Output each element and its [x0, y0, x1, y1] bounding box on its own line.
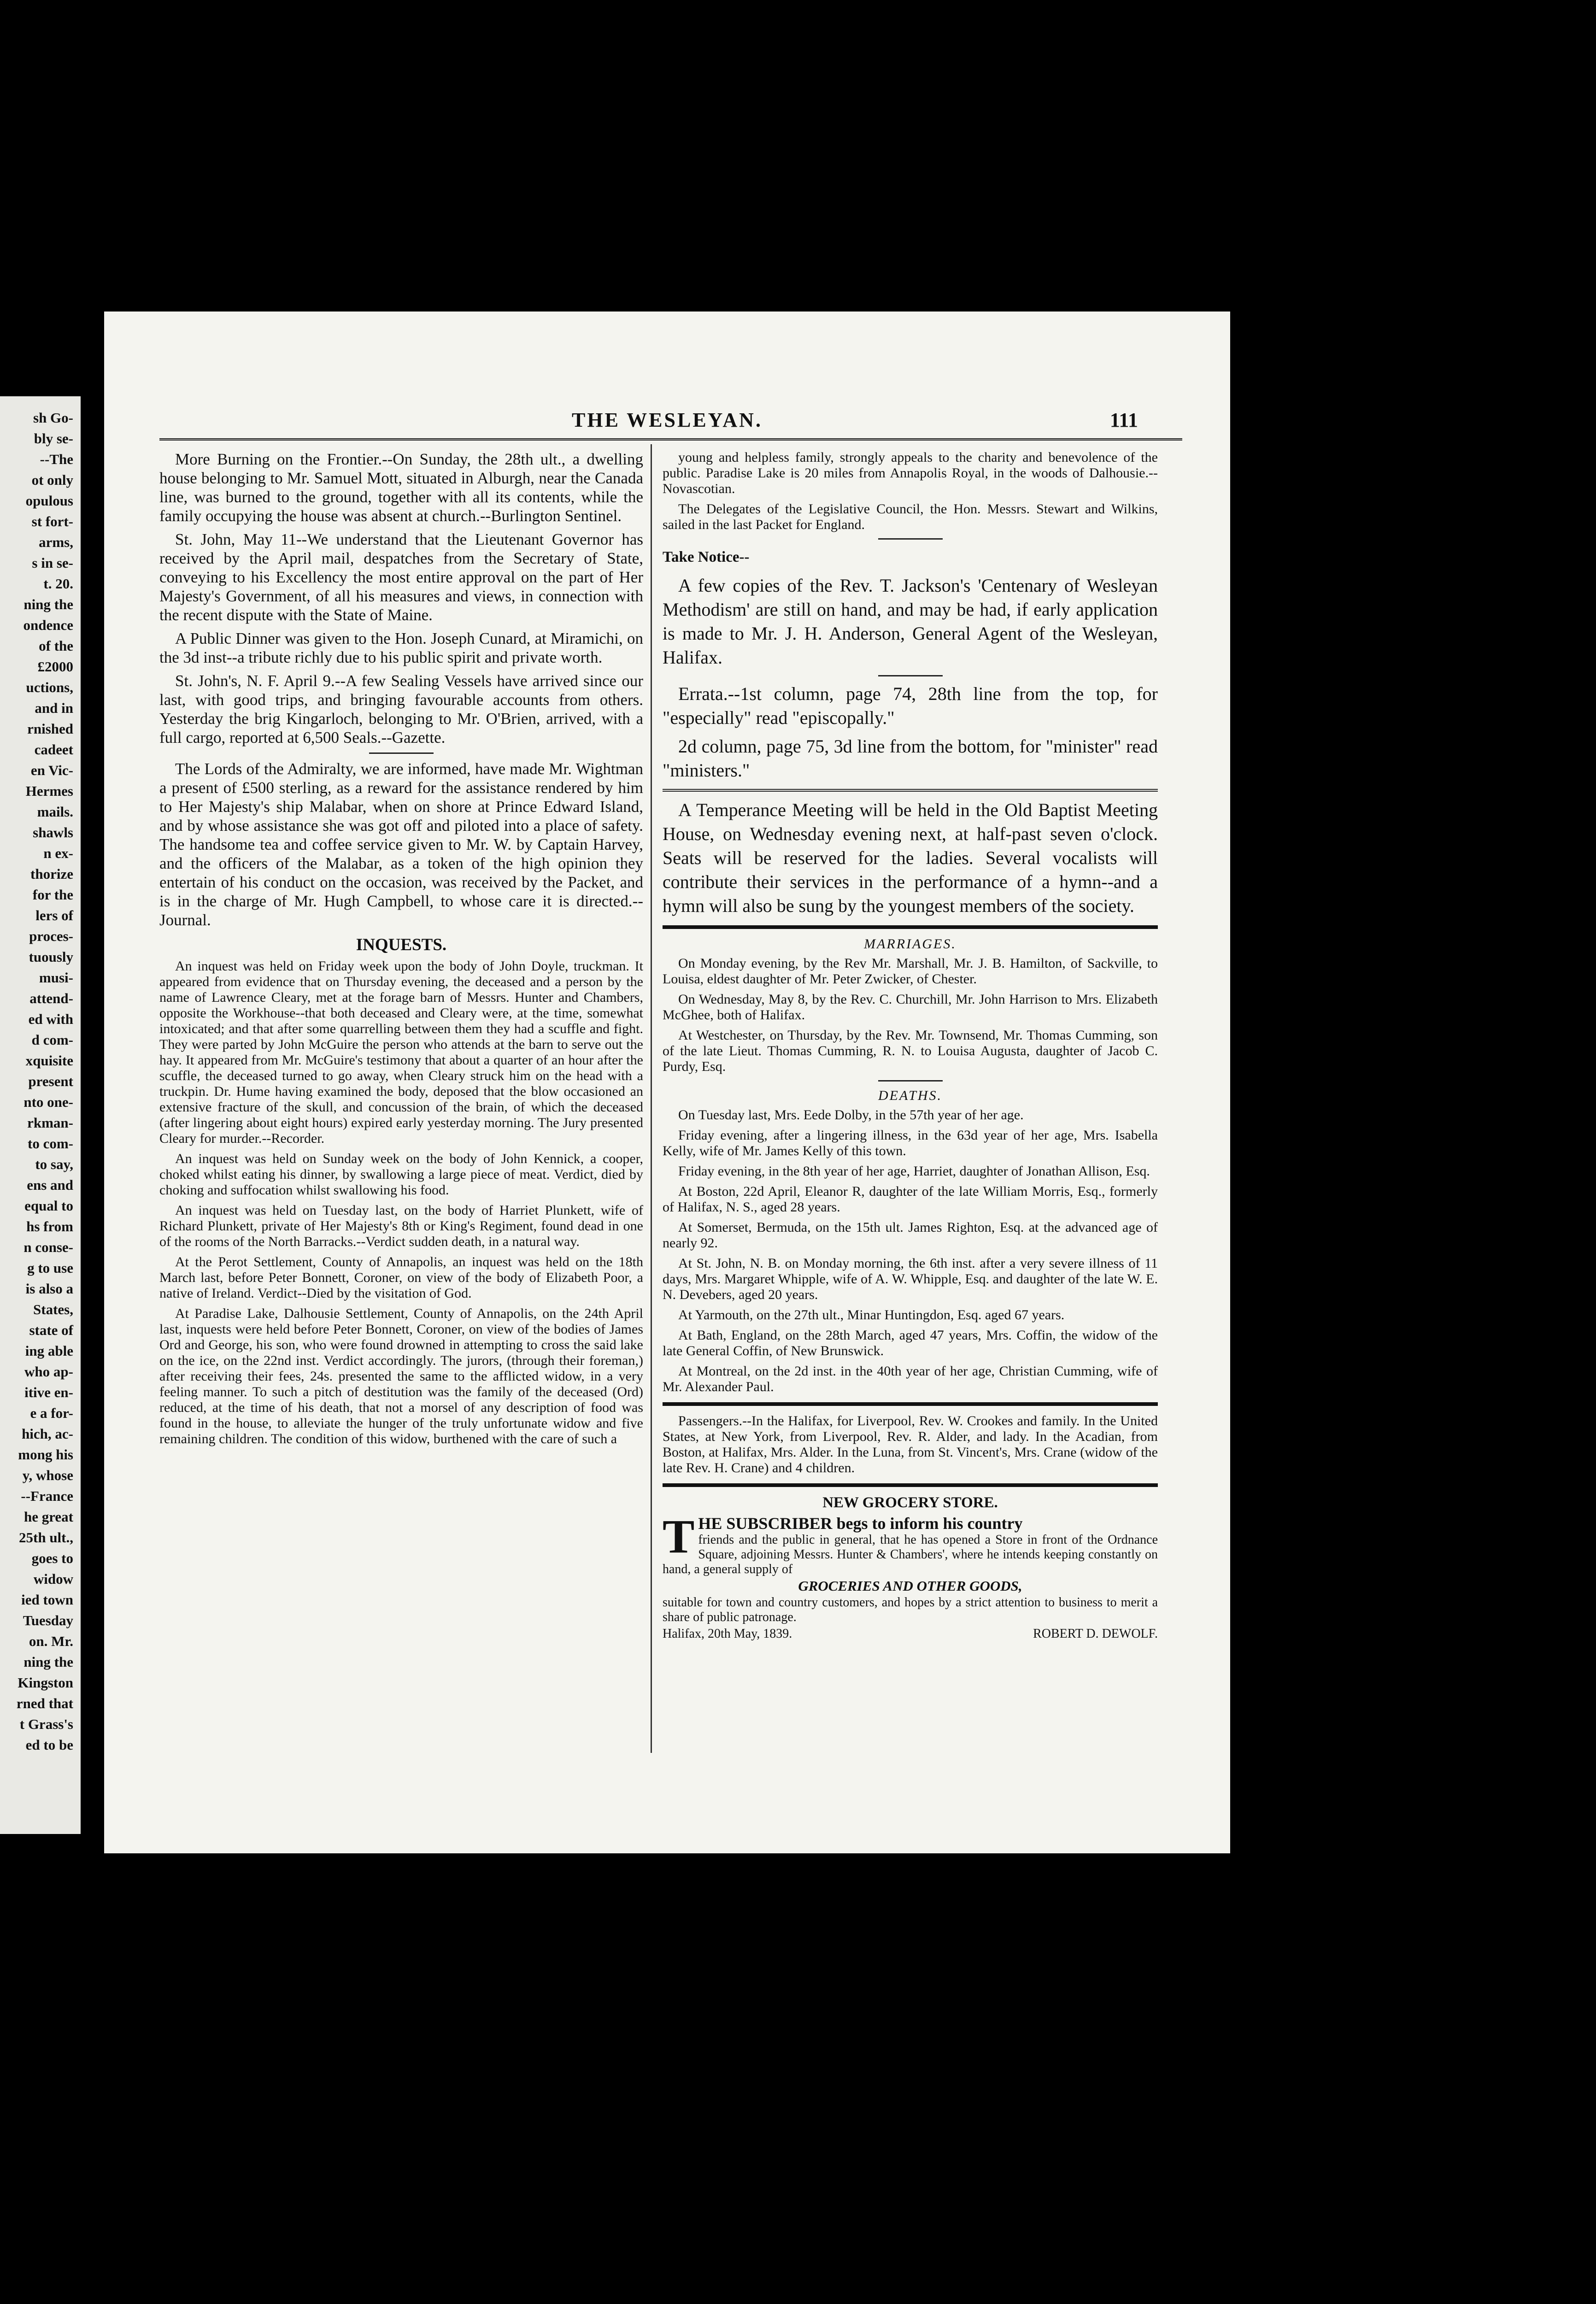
- inquest-paradise-lake: At Paradise Lake, Dalhousie Settlement, County of Annapolis, on the 24th April last, inquests were held before Peter Bonnett, Coroner, on view of the bodies of James Ord and George, his son, who were found drowned in attempting to cross the said lake on the ice, on the 22nd inst. Verdict accordingly. The jurors, (through their foreman,) after receiving their fees, 24s. presented the same to the afflicted widow, in a very feeling manner. To such a pitch of destitution was the family of the deceased (Ord) reduced, at the time of his death, that not a morsel of any description of food was found in the house, to alleviate the hunger of the truly unfortunate widow and five remaining children. The condition of this widow, burthened with the care of such a: [159, 1306, 643, 1446]
- facing-page-fragment-line: 25th ult.,: [19, 1529, 73, 1546]
- section-rule: [663, 789, 1158, 792]
- grocery-ad-body: friends and the public in general, that he has opened a Store in front of the Ordnance Square, adjoining Messrs. Hunter & Chambers', where he intends keeping constantly on hand, a general supply of: [663, 1533, 1158, 1576]
- facing-page-fragment-line: tuously: [29, 949, 73, 965]
- facing-page-fragment-line: e a for-: [30, 1405, 73, 1421]
- errata-1: Errata.--1st column, page 74, 28th line from the top, for "especially" read "episcopally.": [663, 683, 1158, 728]
- facing-page-fragment-line: ens and: [27, 1177, 73, 1193]
- facing-page-fragment-line: for the: [32, 887, 73, 903]
- facing-page-fragment-line: widow: [33, 1571, 73, 1587]
- facing-page-fragment-line: and in: [35, 700, 73, 716]
- facing-page-fragment-line: hs from: [26, 1218, 73, 1234]
- facing-page-fragment-line: attend-: [29, 990, 73, 1006]
- article-public-dinner: A Public Dinner was given to the Hon. Joseph Cunard, at Miramichi, on the 3d inst--a tribute richly due to his public spirit and private worth.: [159, 629, 643, 666]
- grocery-ad-goods: GROCERIES AND OTHER GOODS,: [798, 1578, 1022, 1594]
- marriage-item: At Westchester, on Thursday, by the Rev. Mr. Townsend, Mr. Thomas Cumming, son of the late Lieut. Thomas Cumming, R. N. to Louisa Augusta, daughter of Jacob C. Purdy, Esq.: [663, 1028, 1158, 1074]
- death-item: At St. John, N. B. on Monday morning, the 6th inst. after a very severe illness of 11 days, Mrs. Margaret Whipple, wife of A. W. Whipple, Esq. and daughter of the late W. E. N. Devebers, aged 20 years.: [663, 1256, 1158, 1302]
- inquest-plunkett: An inquest was held on Tuesday last, on the body of Harriet Plunkett, wife of Richard Plunkett, private of Her Majesty's 8th or King's Regiment, found dead in one of the rooms of the North Barracks.--Verdict sudden death, in a natural way.: [159, 1203, 643, 1249]
- facing-page-fragment-line: mails.: [37, 804, 73, 820]
- facing-page-fragment-line: d com-: [31, 1032, 73, 1048]
- facing-page-fragment-line: state of: [29, 1322, 73, 1338]
- inquest-kennick: An inquest was held on Sunday week on the body of John Kennick, a cooper, choked whilst eating his dinner, by swallowing a large piece of meat. Verdict, died by choking and suffocation whilst swallowing his food.: [159, 1151, 643, 1198]
- facing-page-fragment-line: lers of: [35, 907, 73, 923]
- facing-page-fragment-line: ing able: [25, 1343, 73, 1359]
- article-st-john: St. John, May 11--We understand that the Lieutenant Governor has received by the April mail, despatches from the Secretary of State, conveying to his Excellency the most entire approval on the part of Her Majesty's Government, of all his measures and views, in connection with the recent dispute with the State of Maine.: [159, 530, 643, 624]
- running-head: [104, 408, 1230, 431]
- column-right: [663, 450, 1158, 1641]
- facing-page-fragment-line: cadeet: [34, 741, 73, 758]
- death-item: At Montreal, on the 2d inst. in the 40th year of her age, Christian Cumming, wife of Mr. Alexander Paul.: [663, 1364, 1158, 1394]
- facing-page-fragment-line: shawls: [33, 824, 73, 840]
- facing-page-fragment-line: ondence: [23, 617, 73, 633]
- facing-page-fragment-line: on. Mr.: [29, 1633, 73, 1649]
- facing-page-fragment-line: ed with: [28, 1011, 73, 1027]
- facing-page-fragment-line: £2000: [37, 658, 73, 675]
- marriage-item: On Monday evening, by the Rev Mr. Marshall, Mr. J. B. Hamilton, of Sackville, to Louisa, eldest daughter of Mr. Peter Zwicker, of Chester.: [663, 956, 1158, 987]
- facing-page-fragment-line: st fort-: [31, 513, 73, 529]
- drop-cap: T: [663, 1510, 695, 1563]
- page-number: 111: [1109, 409, 1138, 431]
- facing-page-fragment-line: hich, ac-: [22, 1426, 73, 1442]
- death-item: Friday evening, after a lingering illness, in the 63d year of her age, Mrs. Isabella Kelly, wife of Mr. James Kelly of this town.: [663, 1128, 1158, 1158]
- facing-page-fragment-line: present: [28, 1073, 73, 1089]
- column-divider: [651, 444, 652, 1753]
- facing-page-fragment-line: t. 20.: [43, 576, 73, 592]
- facing-page-fragment-line: goes to: [31, 1550, 73, 1566]
- death-item: At Somerset, Bermuda, on the 15th ult. James Righton, Esq. at the advanced age of nearly 92.: [663, 1220, 1158, 1251]
- facing-page-fragment-line: t Grass's: [19, 1716, 73, 1732]
- facing-page-fragment-line: ed to be: [25, 1737, 73, 1753]
- death-item: Friday evening, in the 8th year of her age, Harriet, daughter of Jonathan Allison, Esq.: [678, 1164, 1150, 1179]
- article-paradise-cont: young and helpless family, strongly appeals to the charity and benevolence of the public. Paradise Lake is 20 miles from Annapolis Royal, in the woods of Dalhousie.--Novascotian.: [663, 450, 1158, 496]
- grocery-ad: [663, 1510, 1158, 1641]
- newspaper-page: [104, 312, 1230, 1853]
- take-notice-heading: Take Notice--: [663, 549, 750, 565]
- facing-page-fragment-line: nto one-: [23, 1094, 73, 1110]
- deaths-heading: DEATHS.: [878, 1088, 943, 1103]
- inquest-doyle: An inquest was held on Friday week upon the body of John Doyle, truckman. It appeared from evidence that on Thursday evening, the deceased and a person by the name of Lawrence Cleary, met at the forage barn of Messrs. Hunter and Chambers, opposite the Workhouse--that both deceased and Cleary were, at the time, somewhat intoxicated; and that after some quarrelling between them they had a scuffle and fight. They were parted by John McGuire the person who attends at the barn to serve out the hay. It appeared from Mr. McGuire's testimony that about a quarter of an hour after the scuffle, the deceased turned to go away, when Cleary struck him on the head with a truckpin. Dr. Hume having examined the body, deposed that the blow occasioned an extensive fracture of the skull, and concussion of the brain, of which the deceased (after lingering about eight hours) expired early yesterday morning. The Jury presented Cleary for murder.--Recorder.: [159, 958, 643, 1146]
- facing-page-fragment-line: Tuesday: [23, 1612, 73, 1628]
- inquests-heading: INQUESTS.: [356, 935, 447, 954]
- facing-page-fragment-line: States,: [33, 1301, 73, 1317]
- facing-page-fragment-line: itive en-: [24, 1384, 73, 1400]
- article-sealing: St. John's, N. F. April 9.--A few Sealing Vessels have arrived since our last, with good trips, and bringing favourable accounts from others. Yesterday the brig Kingarloch, belonging to Mr. O'Brien, arrived, with a full cargo, reported at 6,500 Seals.--Gazette.: [159, 672, 643, 746]
- facing-page-fragment-line: is also a: [25, 1281, 73, 1297]
- death-item: On Tuesday last, Mrs. Eede Dolby, in the 57th year of her age.: [678, 1107, 1024, 1123]
- death-item: At Boston, 22d April, Eleanor R, daughter of the late William Morris, Esq., formerly of Halifax, N. S., aged 28 years.: [663, 1184, 1158, 1215]
- errata-2: 2d column, page 75, 3d line from the bottom, for "minister" read "ministers.": [663, 736, 1158, 781]
- facing-page-fragment-line: n ex-: [43, 845, 73, 861]
- death-item: At Yarmouth, on the 27th ult., Minar Huntingdon, Esq. aged 67 years.: [678, 1307, 1065, 1322]
- facing-page-fragment-line: y, whose: [22, 1467, 73, 1483]
- article-delegates: The Delegates of the Legislative Council, the Hon. Messrs. Stewart and Wilkins, sailed in the last Packet for England.: [663, 501, 1158, 532]
- death-item: At Bath, England, on the 28th March, aged 47 years, Mrs. Coffin, the widow of the late General Coffin, of New Brunswick.: [663, 1328, 1158, 1358]
- take-notice-text: A few copies of the Rev. T. Jackson's 'Centenary of Wesleyan Methodism' are still on hand, and may be had, if early application is made to Mr. J. H. Anderson, General Agent of the Wesleyan, Halifax.: [663, 575, 1158, 668]
- article-admiralty: The Lords of the Admiralty, we are informed, have made Mr. Wightman a present of £500 sterling, as a reward for the assistance rendered by him to Her Majesty's ship Malabar, when on shore at Prince Edward Island, and by whose assistance she was got off and piloted into a place of safety. The handsome tea and coffee service given to Mr. W. by Captain Harvey, and the officers of the Malabar, as a token of the high opinion they entertain of his conduct on the occasion, was received by the Packet, and is in the charge of Mr. Hugh Campbell, to whose care it is directed.--Journal.: [159, 760, 643, 929]
- temperance-notice: A Temperance Meeting will be held in the Old Baptist Meeting House, on Wednesday evening next, at half-past seven o'clock. Seats will be reserved for the ladies. Several vocalists will contribute their services in the performance of a hymn--and a hymn will also be sung by the youngest members of the society.: [663, 799, 1158, 916]
- inquest-perot: At the Perot Settlement, County of Annapolis, an inquest was held on the 18th March last, before Peter Bonnett, Coroner, on view of the body of Elizabeth Poor, a native of Ireland. Verdict--Died by the visitation of God.: [159, 1254, 643, 1301]
- facing-page-fragment-line: equal to: [24, 1198, 73, 1214]
- facing-page-fragment-line: Hermes: [25, 783, 73, 799]
- facing-page-fragment-line: thorize: [30, 866, 73, 882]
- facing-page-fragment-line: opulous: [25, 493, 73, 509]
- grocery-ad-lead: HE SUBSCRIBER begs to inform his country: [698, 1514, 1023, 1533]
- marriages-heading: MARRIAGES.: [864, 936, 956, 952]
- facing-page-fragment-line: who ap-: [24, 1364, 73, 1380]
- grocery-ad-signature: ROBERT D. DEWOLF.: [1033, 1627, 1158, 1641]
- column-left: [159, 450, 643, 1452]
- facing-page-fragment-line: xquisite: [25, 1052, 73, 1069]
- facing-page-fragment-line: en Vic-: [30, 762, 73, 778]
- grocery-ad-date: Halifax, 20th May, 1839.: [663, 1627, 792, 1641]
- facing-page-fragment-line: rkman-: [27, 1115, 73, 1131]
- facing-page-fragment-line: arms,: [39, 534, 73, 550]
- section-rule: [663, 1483, 1158, 1487]
- facing-page-fragment-line: sh Go-: [33, 410, 73, 426]
- facing-page-fragment-line: proces-: [29, 928, 73, 944]
- section-rule: [663, 925, 1158, 929]
- facing-page-fragment-line: rned that: [16, 1695, 73, 1711]
- section-rule: [878, 1080, 943, 1081]
- facing-page-fragment-line: s in se-: [32, 555, 73, 571]
- marriage-item: On Wednesday, May 8, by the Rev. C. Churchill, Mr. John Harrison to Mrs. Elizabeth McGhee, both of Halifax.: [663, 992, 1158, 1023]
- facing-page-fragment-line: n conse-: [23, 1239, 73, 1255]
- facing-page-fragment-line: to com-: [28, 1135, 73, 1152]
- facing-page-fragment-line: --The: [40, 451, 73, 467]
- page-title: THE WESLEYAN.: [572, 409, 763, 431]
- passengers-notice: Passengers.--In the Halifax, for Liverpool, Rev. W. Crookes and family. In the United States, at New York, from Liverpool, Rev. R. Alder, and lady. In the Acadian, from Boston, at Halifax, Mrs. Alder. In the Luna, from St. Vincent's, Mrs. Crane (widow of the late Rev. H. Crane) and 4 children.: [663, 1413, 1158, 1475]
- section-rule: [663, 1402, 1158, 1406]
- facing-page-fragment-line: ot only: [31, 472, 73, 488]
- facing-page-fragment-line: ning the: [23, 1654, 73, 1670]
- facing-page-fragment-line: bly se-: [34, 430, 73, 447]
- facing-page-fragment-line: ning the: [23, 596, 73, 612]
- facing-page-fragment-line: mong his: [18, 1446, 73, 1463]
- grocery-ad-heading: NEW GROCERY STORE.: [822, 1494, 998, 1511]
- facing-page-fragment-line: ied town: [21, 1592, 73, 1608]
- facing-page-fragment-line: he great: [23, 1509, 73, 1525]
- facing-page-fragment-line: musi-: [39, 970, 73, 986]
- section-rule: [878, 538, 943, 540]
- section-rule: [369, 752, 434, 754]
- facing-page-fragment-line: of the: [39, 638, 73, 654]
- facing-page-fragment: [0, 396, 81, 1834]
- facing-page-fragment-line: --France: [21, 1488, 73, 1504]
- facing-page-fragment-line: to say,: [35, 1156, 73, 1172]
- facing-page-fragment-line: g to use: [27, 1260, 73, 1276]
- facing-page-fragment-line: uctions,: [26, 679, 73, 695]
- article-frontier: More Burning on the Frontier.--On Sunday, the 28th ult., a dwelling house belonging to Mr. Samuel Mott, situated in Alburgh, near the Canada line, was burned to the ground, together with all its contents, while the family occupying the house was absent at church.--Burlington Sentinel.: [159, 450, 643, 525]
- facing-page-fragment-line: Kingston: [18, 1675, 73, 1691]
- section-rule: [878, 675, 943, 676]
- grocery-ad-tail: suitable for town and country customers, and hopes by a strict attention to business to merit a share of public patronage.: [663, 1595, 1158, 1624]
- header-rule: [159, 438, 1182, 441]
- facing-page-fragment-line: rnished: [27, 721, 73, 737]
